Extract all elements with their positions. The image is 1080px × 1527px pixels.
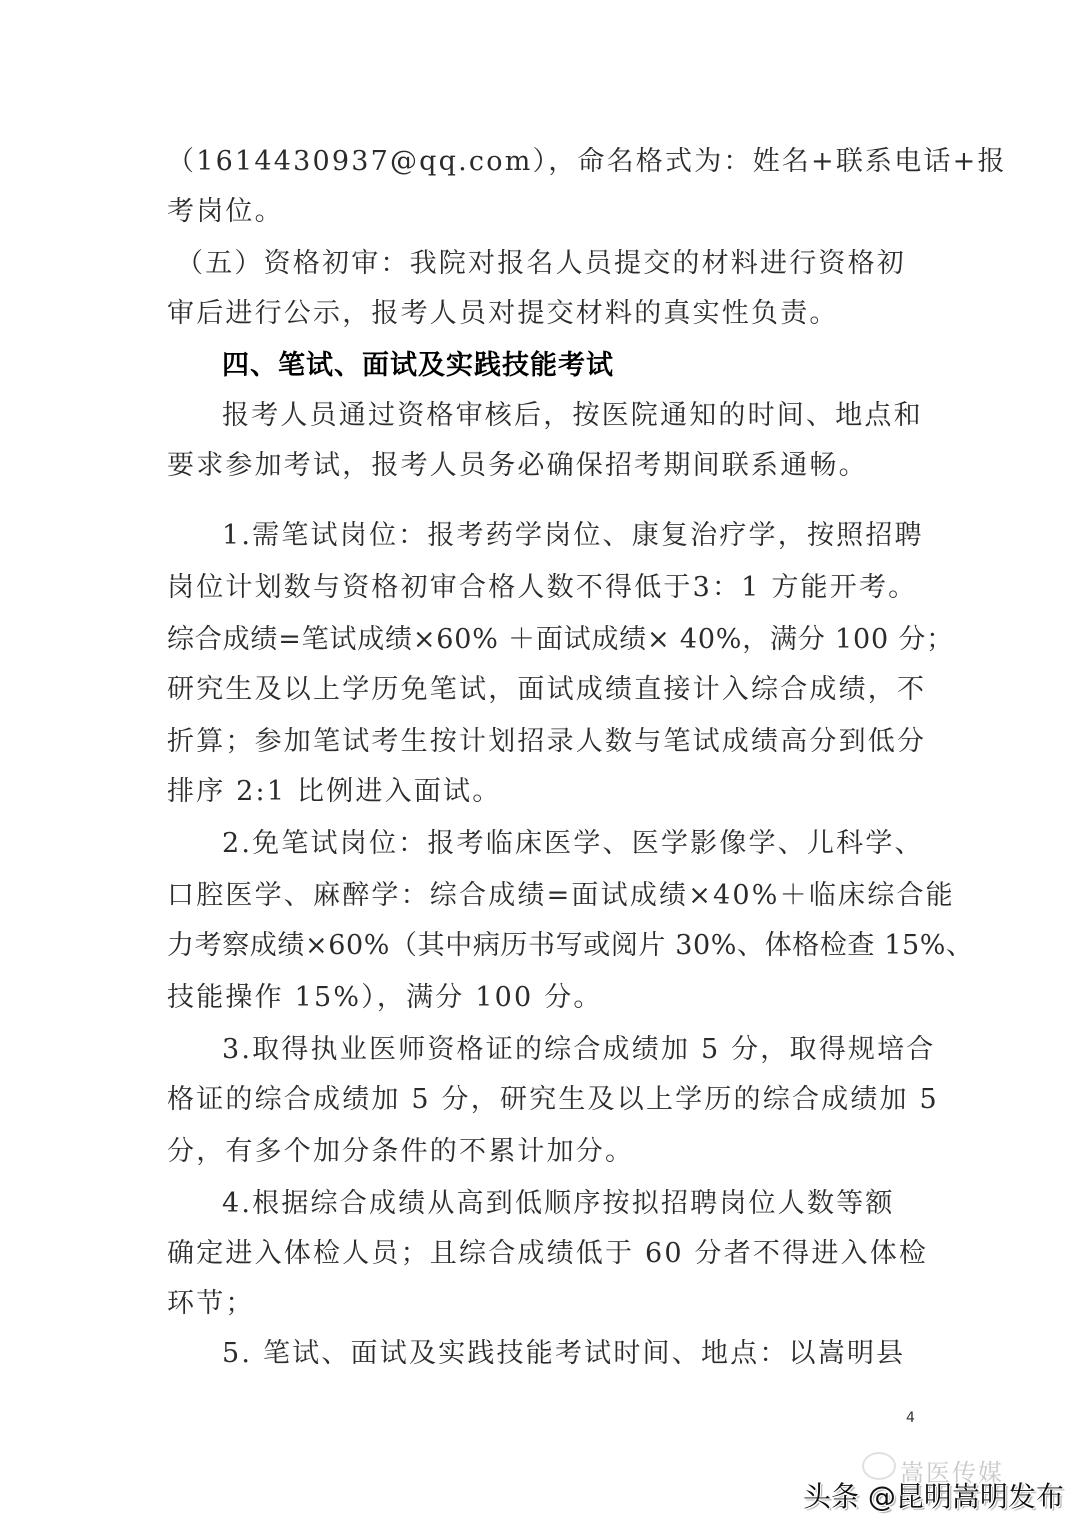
text-line: 报考人员通过资格审核后，按医院通知的时间、地点和 bbox=[222, 400, 923, 431]
list-item-1-line: 综合成绩=笔试成绩×60% ＋面试成绩× 40%，满分 100 分； bbox=[167, 624, 954, 655]
underlying-watermark: 嵩医传媒 bbox=[900, 1459, 1004, 1487]
list-item-1-line: 排序 2:1 比例进入面试。 bbox=[167, 776, 502, 807]
list-item-4-line: 环节； bbox=[167, 1288, 255, 1319]
list-item-2-line: 力考察成绩×60%（其中病历书写或阅片 30%、体格检查 15%、 bbox=[167, 930, 974, 961]
list-item-2-line: 2.免笔试岗位：报考临床医学、医学影像学、儿科学、 bbox=[222, 828, 924, 859]
toutiao-watermark: 头条 @昆明嵩明发布 bbox=[803, 1480, 1064, 1513]
list-item-4-line: 4.根据综合成绩从高到低顺序按拟招聘岗位人数等额 bbox=[222, 1188, 895, 1219]
list-item-3-line: 分，有多个加分条件的不累计加分。 bbox=[167, 1136, 635, 1167]
text-line: 考岗位。 bbox=[167, 196, 284, 227]
page-number: 4 bbox=[906, 1410, 915, 1426]
section-heading: 四、笔试、面试及实践技能考试 bbox=[222, 350, 614, 381]
list-item-1-line: 研究生及以上学历免笔试，面试成绩直接计入综合成绩，不 bbox=[167, 674, 927, 705]
list-item-3-line: 3.取得执业医师资格证的综合成绩加 5 分，取得规培合 bbox=[222, 1034, 936, 1065]
list-item-4-line: 确定进入体检人员；且综合成绩低于 60 分者不得进入体检 bbox=[167, 1238, 929, 1269]
list-item-3-line: 格证的综合成绩加 5 分，研究生及以上学历的综合成绩加 5 bbox=[167, 1084, 939, 1115]
list-item-2-line: 技能操作 15%），满分 100 分。 bbox=[167, 982, 603, 1013]
text-line: （1614430937@qq.com），命名格式为：姓名+联系电话+报 bbox=[167, 146, 1007, 177]
list-item-2-line: 口腔医学、麻醉学：综合成绩=面试成绩×40%＋临床综合能 bbox=[167, 880, 955, 911]
list-item-5-line: 5. 笔试、面试及实践技能考试时间、地点：以嵩明县 bbox=[222, 1338, 906, 1369]
text-line: （五）资格初审：我院对报名人员提交的材料进行资格初 bbox=[176, 248, 906, 279]
list-item-1-line: 折算；参加笔试考生按计划招录人数与笔试成绩高分到低分 bbox=[167, 726, 927, 757]
list-item-1-line: 岗位计划数与资格初审合格人数不得低于3：1 方能开考。 bbox=[167, 572, 918, 603]
text-line: 要求参加考试，报考人员务必确保招考期间联系通畅。 bbox=[167, 450, 868, 481]
text-line: 审后进行公示，报考人员对提交材料的真实性负责。 bbox=[167, 298, 839, 329]
list-item-1-line: 1.需笔试岗位：报考药学岗位、康复治疗学，按照招聘 bbox=[222, 520, 924, 551]
